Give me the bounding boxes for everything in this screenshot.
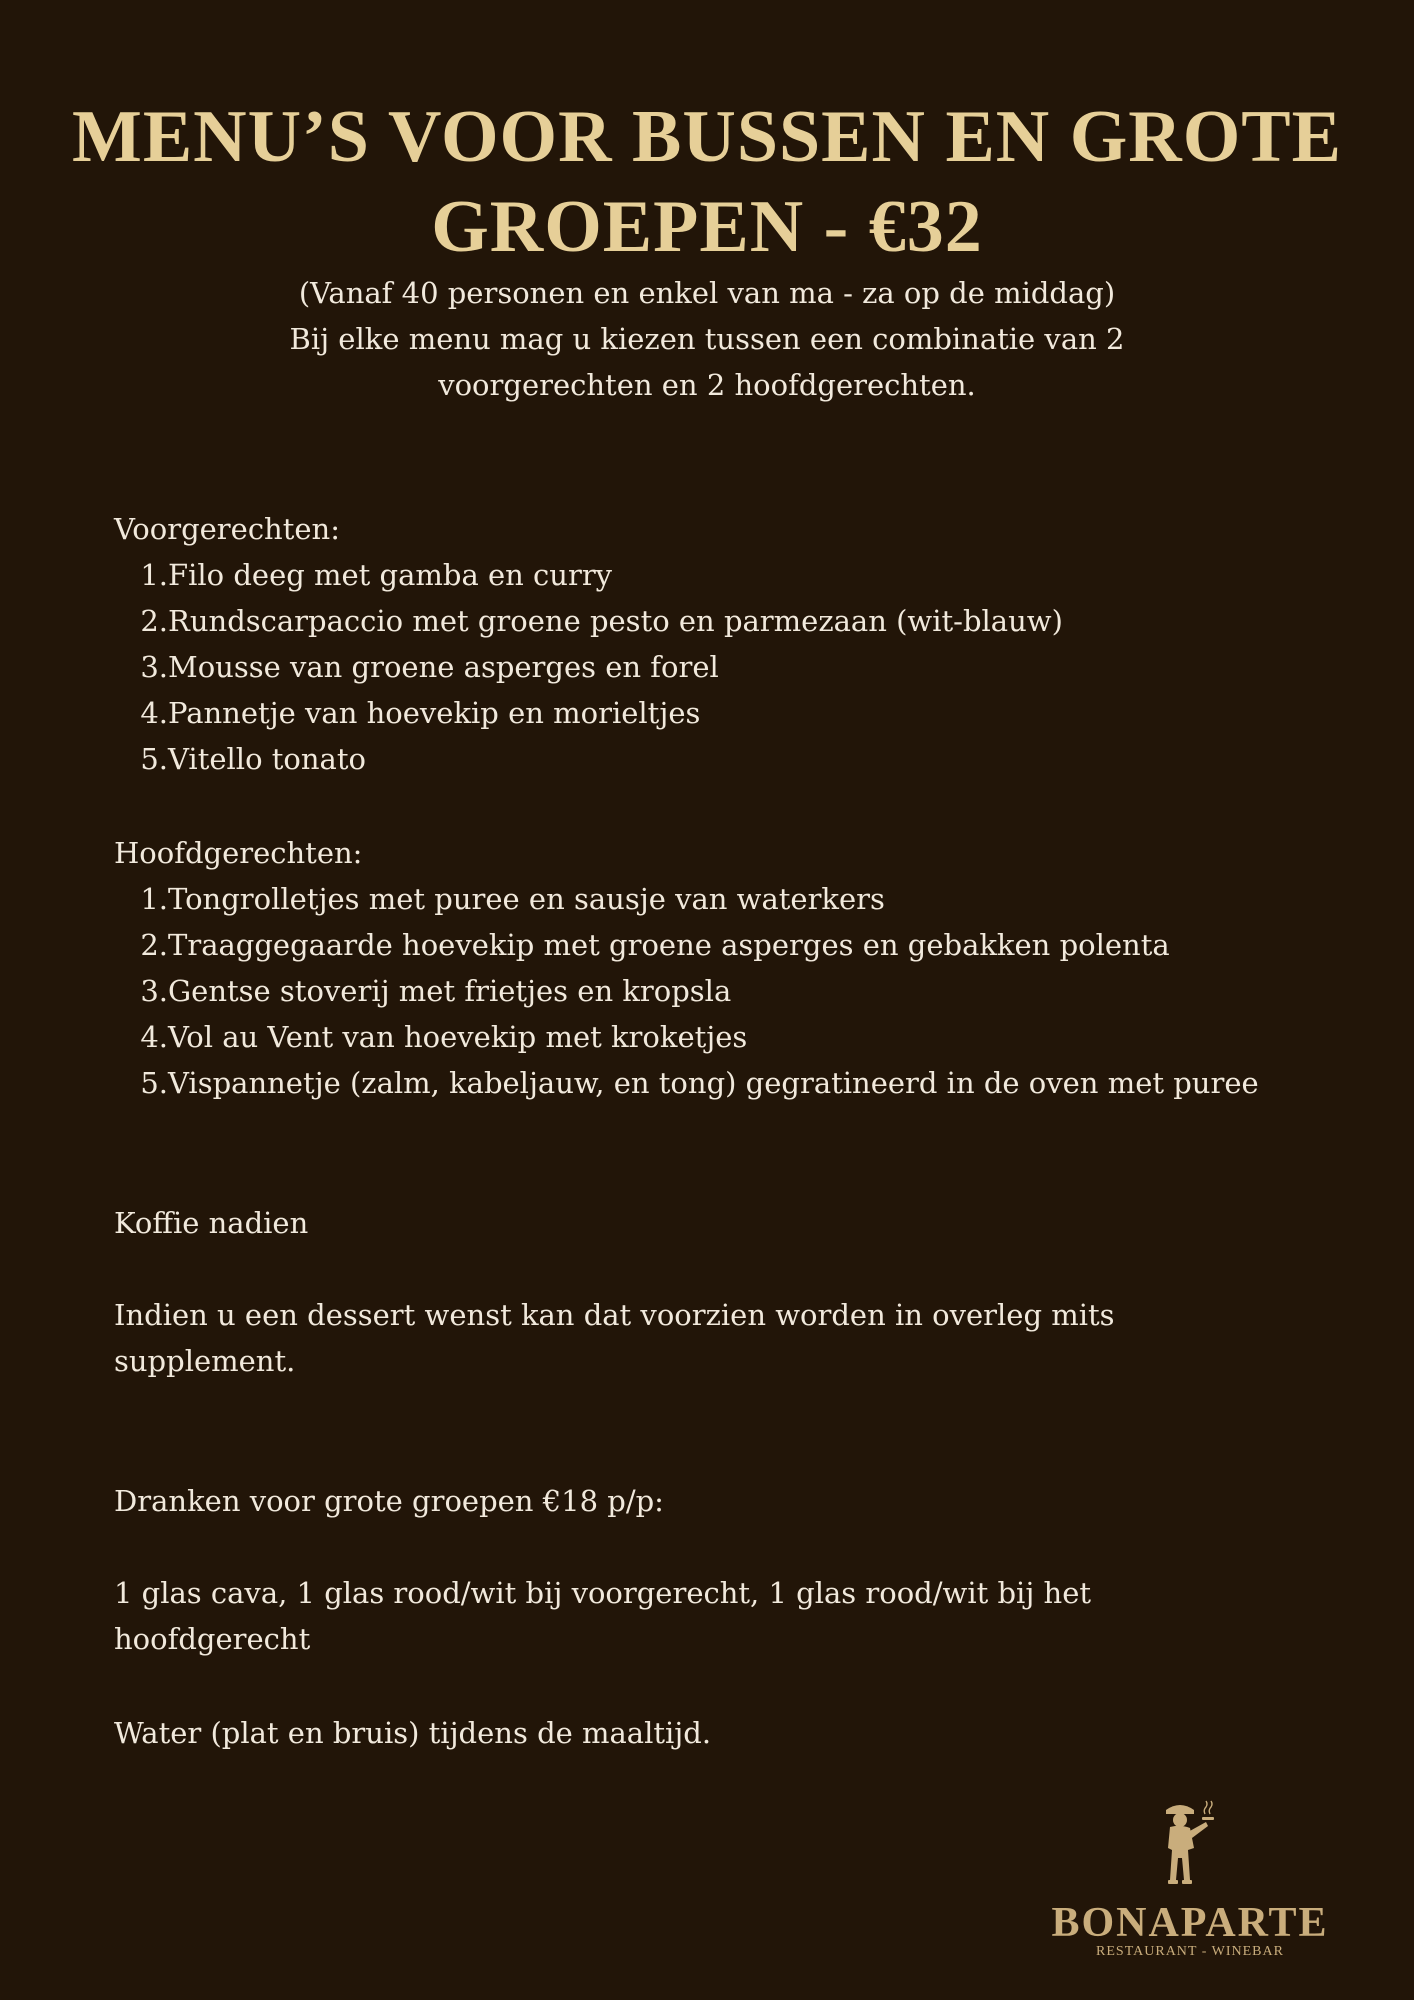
dessert-note: Indien u een dessert wenst kan dat voorzien worden in overleg mits supplement.	[114, 1298, 1115, 1378]
item-text: Vol au Vent van hoevekip met kroketjes	[168, 1020, 748, 1054]
starters-heading: Voorgerechten:	[114, 512, 340, 546]
item-text: Vispannetje (zalm, kabeljauw, en tong) gegratineerd in de oven met puree	[168, 1066, 1259, 1100]
list-item	[114, 876, 1264, 922]
intro-line-1: (Vanaf 40 personen en enkel van ma - za op de middag)	[298, 276, 1116, 310]
item-number: 2.	[140, 928, 168, 962]
item-text: Traaggegaarde hoevekip met groene asperges en gebakken polenta	[168, 928, 1170, 962]
item-number: 3.	[140, 650, 168, 684]
item-number: 5.	[140, 1066, 168, 1100]
intro-text	[100, 270, 1314, 408]
item-number: 2.	[140, 604, 168, 638]
item-text: Gentse stoverij met frietjes en kropsla	[168, 974, 732, 1008]
item-number: 5.	[140, 742, 168, 776]
title-line-1: MENU’S VOOR BUSSEN EN GROTE	[71, 96, 1343, 178]
intro-line-3: voorgerechten en 2 hoofdgerechten.	[438, 368, 976, 402]
item-text: Tongrolletjes met puree en sausje van waterkers	[168, 882, 885, 916]
list-item	[114, 690, 1264, 736]
item-text: Filo deeg met gamba en curry	[168, 558, 613, 592]
list-item	[114, 736, 1264, 782]
list-item	[114, 968, 1264, 1014]
list-item	[114, 598, 1264, 644]
drinks-water: Water (plat en bruis) tijdens de maaltijd.	[114, 1716, 712, 1750]
intro-line-2: Bij elke menu mag u kiezen tussen een combinatie van 2	[289, 322, 1125, 356]
item-text: Mousse van groene asperges en forel	[168, 650, 719, 684]
mains-heading: Hoofdgerechten:	[114, 836, 363, 870]
title-line-2: GROEPEN - €32	[431, 186, 983, 268]
starters-section	[114, 506, 1264, 782]
item-text: Vitello tonato	[168, 742, 366, 776]
page-title	[60, 92, 1354, 272]
item-number: 4.	[140, 1020, 168, 1054]
list-item	[114, 922, 1264, 968]
drinks-wine: 1 glas cava, 1 glas rood/wit bij voorgerecht, 1 glas rood/wit bij het hoofdgerecht	[114, 1576, 1092, 1656]
list-item	[114, 552, 1264, 598]
list-item	[114, 1060, 1264, 1106]
item-number: 1.	[140, 882, 168, 916]
drinks-heading: Dranken voor grote groepen €18 p/p:	[114, 1484, 664, 1518]
mains-list	[114, 876, 1264, 1106]
item-text: Rundscarpaccio met groene pesto en parmezaan (wit-blauw)	[168, 604, 1063, 638]
starters-list	[114, 552, 1264, 782]
waiter-silhouette-icon	[1150, 1800, 1230, 1900]
bonaparte-logo	[1020, 1800, 1360, 1960]
list-item	[114, 1014, 1264, 1060]
logo-tagline: RESTAURANT - WINEBAR	[1096, 1944, 1284, 1959]
logo-brand: BONAPARTE	[1051, 1900, 1329, 1946]
item-number: 1.	[140, 558, 168, 592]
item-number: 4.	[140, 696, 168, 730]
item-text: Pannetje van hoevekip en morieltjes	[168, 696, 701, 730]
mains-section	[114, 830, 1264, 1106]
coffee-note: Koffie nadien	[114, 1206, 309, 1240]
list-item	[114, 644, 1264, 690]
item-number: 3.	[140, 974, 168, 1008]
